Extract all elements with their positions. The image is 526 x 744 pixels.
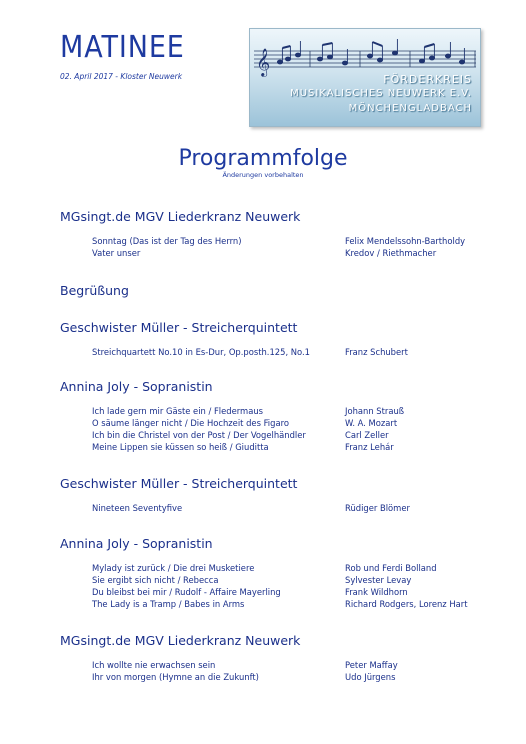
piece-title: Mylady ist zurück / Die drei Musketiere bbox=[92, 563, 255, 573]
program-items bbox=[92, 406, 500, 454]
program-item bbox=[92, 347, 500, 359]
composer: Kredov / Riethmacher bbox=[345, 248, 437, 258]
section-title: Begrüßung bbox=[60, 283, 129, 298]
program-section bbox=[60, 209, 500, 260]
composer: Rob und Ferdi Bolland bbox=[345, 563, 437, 573]
program-item bbox=[92, 599, 500, 611]
composer: W. A. Mozart bbox=[345, 418, 398, 428]
piece-title: Ich wollte nie erwachsen sein bbox=[92, 660, 216, 670]
program-item bbox=[92, 406, 500, 418]
program-section bbox=[60, 320, 500, 359]
piece-title: Du bleibst bei mir / Rudolf - Affaire Mayerling bbox=[92, 587, 281, 597]
piece-title: Sonntag (Das ist der Tag des Herrn) bbox=[92, 236, 242, 246]
composer: Sylvester Levay bbox=[345, 575, 412, 585]
composer: Richard Rodgers, Lorenz Hart bbox=[345, 599, 468, 609]
program-item bbox=[92, 430, 500, 442]
program-item bbox=[92, 563, 500, 575]
piece-title: Meine Lippen sie küssen so heiß / Giuditta bbox=[92, 442, 269, 452]
section-title: MGsingt.de MGV Liederkranz Neuwerk bbox=[60, 633, 301, 648]
program-section bbox=[60, 536, 500, 611]
piece-title: Nineteen Seventyfive bbox=[92, 503, 183, 513]
composer: Franz Lehár bbox=[345, 442, 394, 452]
composer: Felix Mendelssohn-Bartholdy bbox=[345, 236, 466, 246]
composer: Peter Maffay bbox=[345, 660, 398, 670]
composer: Rüdiger Blömer bbox=[345, 503, 410, 513]
program-items bbox=[92, 563, 500, 611]
program-section bbox=[60, 283, 500, 298]
program-items bbox=[92, 503, 500, 515]
association-logo bbox=[249, 28, 481, 127]
program-items bbox=[92, 660, 500, 684]
composer: Franz Schubert bbox=[345, 347, 408, 357]
program-item bbox=[92, 418, 500, 430]
program-item bbox=[92, 248, 500, 260]
program-title: Programmfolge bbox=[178, 146, 348, 171]
piece-title: O säume länger nicht / Die Hochzeit des Figaro bbox=[92, 418, 289, 428]
piece-title: The Lady is a Tramp / Babes in Arms bbox=[92, 599, 245, 609]
program-items bbox=[92, 236, 500, 260]
section-title: Annina Joly - Sopranistin bbox=[60, 379, 213, 394]
composer: Johann Strauß bbox=[345, 406, 405, 416]
program-item bbox=[92, 503, 500, 515]
piece-title: Ich lade gern mir Gäste ein / Fledermaus bbox=[92, 406, 263, 416]
program-item bbox=[92, 660, 500, 672]
piece-title: Vater unser bbox=[92, 248, 141, 258]
piece-title: Ihr von morgen (Hymne an die Zukunft) bbox=[92, 672, 259, 682]
section-title: Geschwister Müller - Streicherquintett bbox=[60, 320, 298, 335]
logo-line-1: FÖRDERKREIS bbox=[383, 73, 472, 86]
composer: Frank Wildhorn bbox=[345, 587, 408, 597]
composer: Udo Jürgens bbox=[345, 672, 396, 682]
program-item bbox=[92, 587, 500, 599]
program-section bbox=[60, 379, 500, 454]
logo-line-2: MUSIKALISCHES NEUWERK E.V. bbox=[290, 88, 472, 99]
section-title: MGsingt.de MGV Liederkranz Neuwerk bbox=[60, 209, 301, 224]
piece-title: Ich bin die Christel von der Post / Der Vogelhändler bbox=[92, 430, 306, 440]
program-items bbox=[92, 347, 500, 359]
event-title: MATINEE bbox=[60, 30, 185, 65]
piece-title: Sie ergibt sich nicht / Rebecca bbox=[92, 575, 219, 585]
program-section bbox=[60, 633, 500, 684]
program-item bbox=[92, 672, 500, 684]
program-subtitle: Änderungen vorbehalten bbox=[222, 171, 304, 179]
piece-title: Streichquartett No.10 in Es-Dur, Op.posth.125, No.1 bbox=[92, 347, 311, 357]
logo-line-3: MÖNCHENGLADBACH bbox=[348, 103, 472, 114]
section-title: Annina Joly - Sopranistin bbox=[60, 536, 213, 551]
section-title: Geschwister Müller - Streicherquintett bbox=[60, 476, 298, 491]
program-item bbox=[92, 236, 500, 248]
event-date-location: 02. April 2017 - Kloster Neuwerk bbox=[60, 72, 183, 81]
svg-text:𝄞: 𝄞 bbox=[256, 48, 271, 76]
program-section bbox=[60, 476, 500, 515]
composer: Carl Zeller bbox=[345, 430, 389, 440]
program-item bbox=[92, 442, 500, 454]
program-item bbox=[92, 575, 500, 587]
